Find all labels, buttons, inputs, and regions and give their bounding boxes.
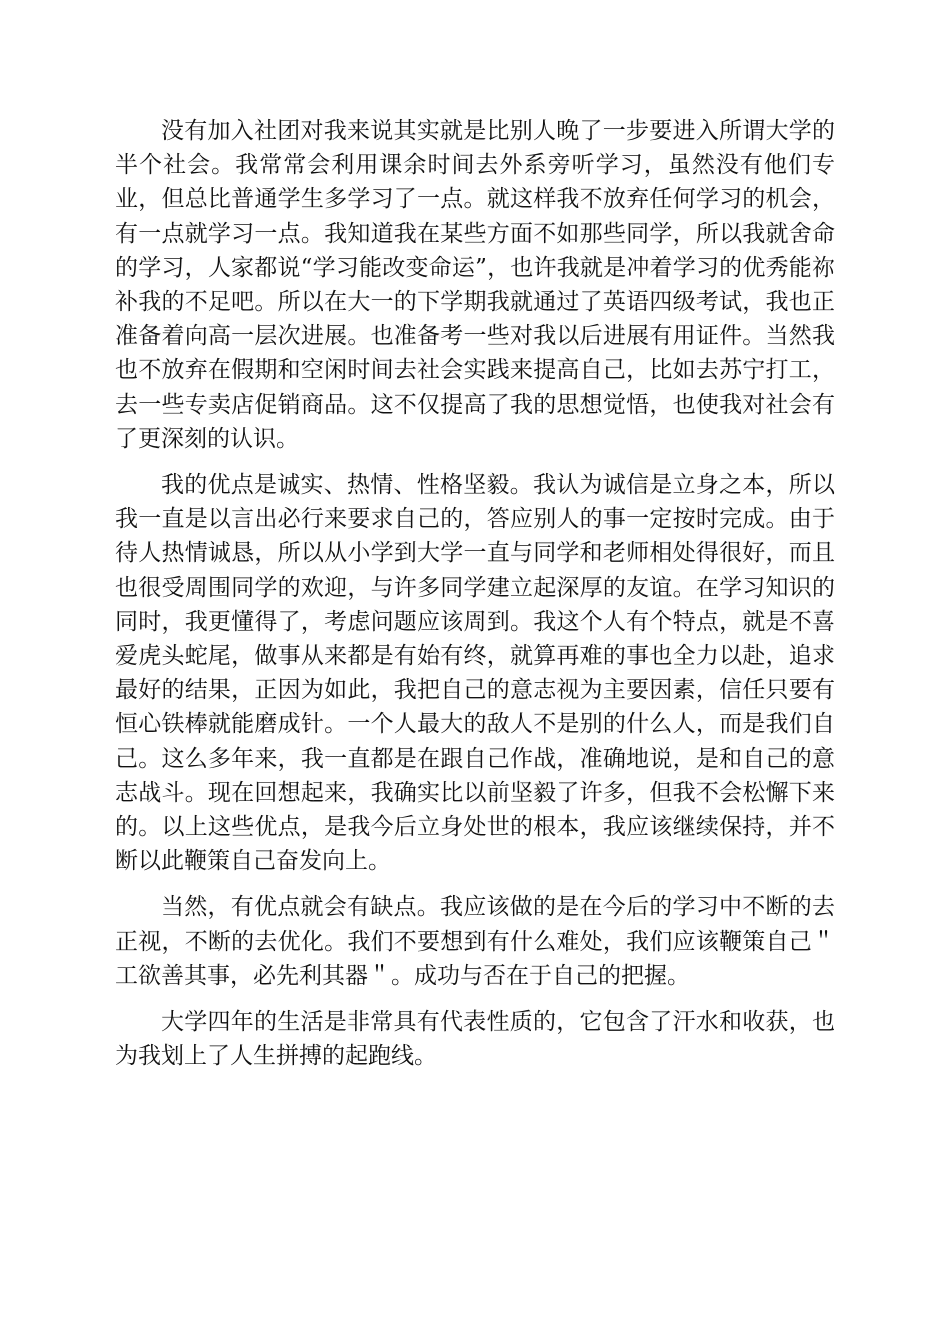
paragraph-weaknesses: 当然，有优点就会有缺点。我应该做的是在今后的学习中不断的去正视，不断的去优化。我们不要想到有什么难处，我们应该鞭策自己＂工欲善其事，必先利其器＂。成功与否在于自己的把握。: [115, 894, 835, 989]
document-body: [115, 114, 835, 1085]
paragraph-club-and-study: 没有加入社团对我来说其实就是比别人晚了一步要进入所谓大学的半个社会。我常常会利用课余时间去外系旁听学习，虽然没有他们专业，但总比普通学生多学习了一点。就这样我不放弃任何学习的机会，有一点就学习一点。我知道我在某些方面不如那些同学，所以我就舍命的学习，人家都说“学习能改变命运”，也许我就是冲着学习的优秀能祢补我的不足吧。所以在大一的下学期我就通过了英语四级考试，我也正准备着向高一层次进展。也准备考一些对我以后进展有用证件。当然我也不放弃在假期和空闲时间去社会实践来提高自己，比如去苏宁打工，去一些专卖店促销商品。这不仅提高了我的思想觉悟，也使我对社会有了更深刻的认识。: [115, 118, 835, 452]
paragraph-strengths: 我的优点是诚实、热情、性格坚毅。我认为诚信是立身之本，所以我一直是以言出必行来要求自己的，答应别人的事一定按时完成。由于待人热情诚恳，所以从小学到大学一直与同学和老师相处得很好，而且也很受周围同学的欢迎，与许多同学建立起深厚的友谊。在学习知识的同时，我更懂得了，考虑问题应该周到。我这个人有个特点，就是不喜爱虎头蛇尾，做事从来都是有始有终，就算再难的事也全力以赴，追求最好的结果，正因为如此，我把自己的意志视为主要因素，信任只要有恒心铁棒就能磨成针。一个人最大的敌人不是别的什么人，而是我们自己。这么多年来，我一直都是在跟自己作战，准确地说，是和自己的意志战斗。现在回想起来，我确实比以前坚毅了许多，但我不会松懈下来的。以上这些优点，是我今后立身处世的根本，我应该继续保持，并不断以此鞭策自己奋发向上。: [115, 472, 835, 875]
paragraph-conclusion: 大学四年的生活是非常具有代表性质的，它包含了汗水和收获，也为我划上了人生拼搏的起跑线。: [115, 1009, 835, 1070]
